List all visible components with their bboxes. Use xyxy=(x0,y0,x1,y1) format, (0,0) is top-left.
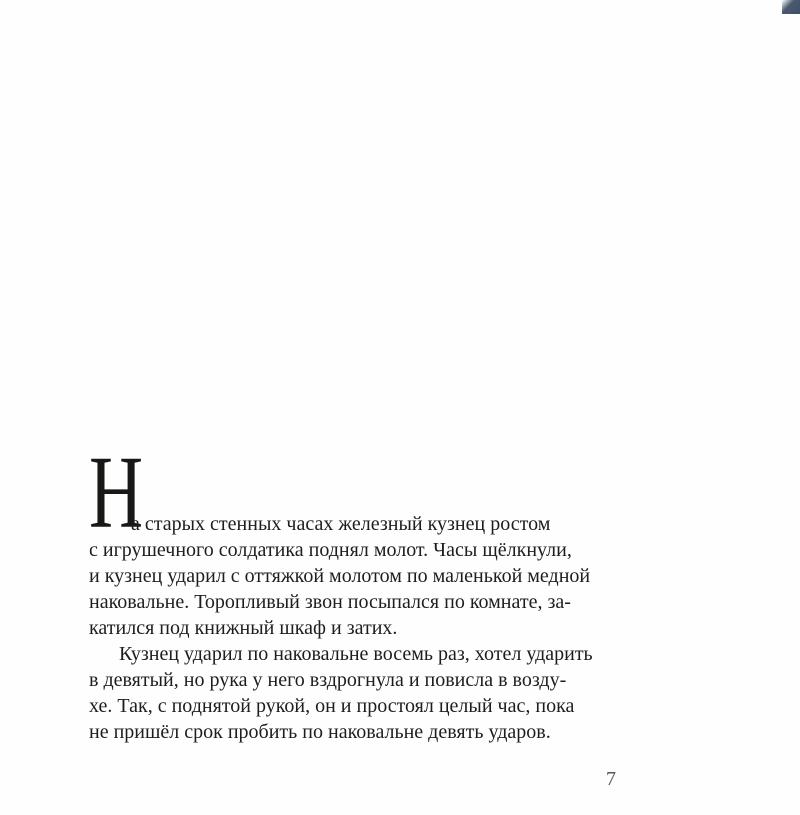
paragraph-1-line-5: катился под книжный шкаф и затих. xyxy=(89,617,398,639)
paragraph-1-line-3: и кузнец ударил с оттяжкой молотом по маленькой медной xyxy=(89,565,591,587)
scan-corner-mark xyxy=(782,0,800,14)
paragraph-2-line-1: Кузнец ударил по наковальне восемь раз, хотел ударить xyxy=(119,643,593,665)
paragraph-1-line-1: а старых стенных часах железный кузнец ростом xyxy=(131,513,551,535)
paragraph-2-line-2: в девятый, но рука у него вздрогнула и повисла в возду- xyxy=(89,669,567,691)
paragraph-2-line-4: не пришёл срок пробить по наковальне девять ударов. xyxy=(89,721,551,743)
paragraph-2-line-3: хе. Так, с поднятой рукой, он и простоял целый час, пока xyxy=(89,695,575,717)
drop-cap-letter: Н xyxy=(89,435,144,550)
page-number: 7 xyxy=(606,768,616,790)
paragraph-1-line-2: с игрушечного солдатика поднял молот. Часы щёлкнули, xyxy=(89,539,572,561)
paragraph-1-line-4: наковальне. Торопливый звон посыпался по комнате, за- xyxy=(89,591,571,613)
